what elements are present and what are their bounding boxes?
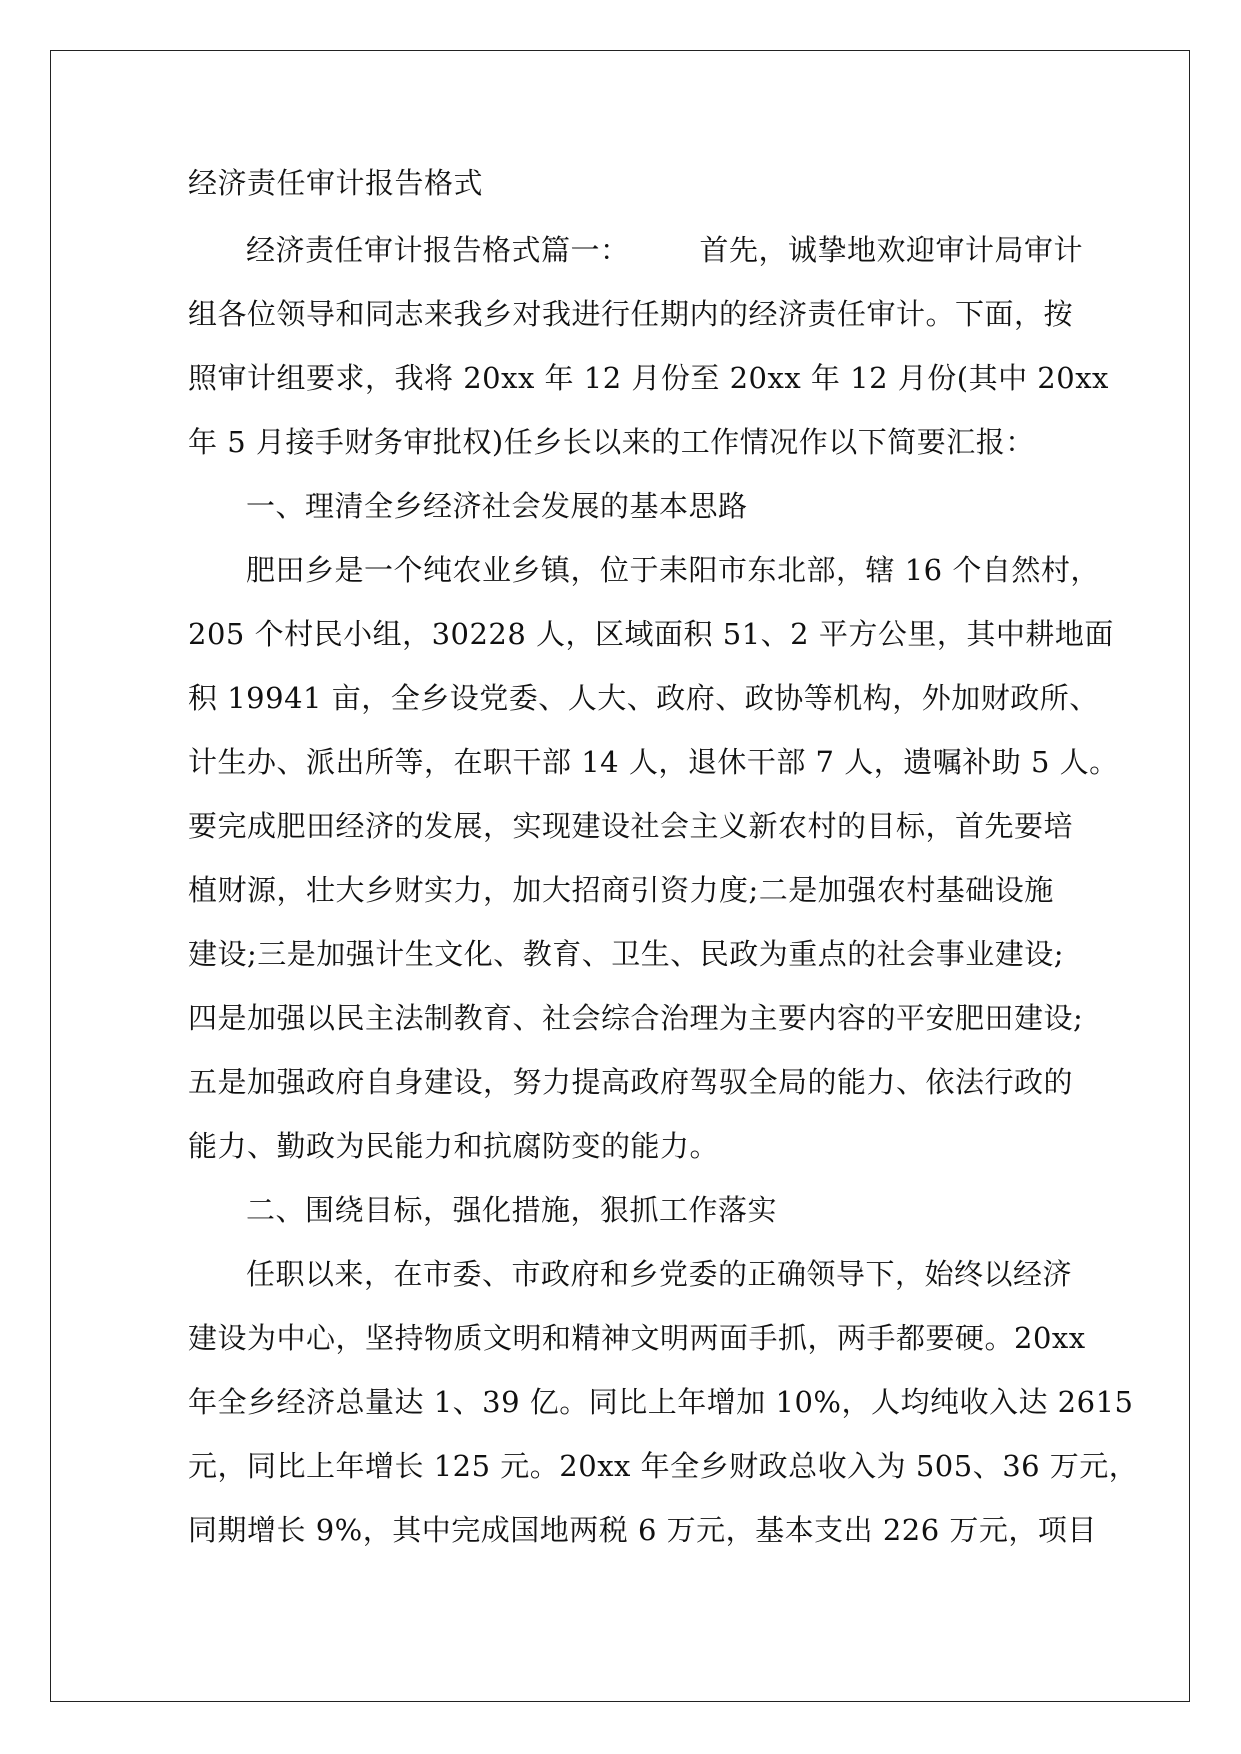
document-title: 经济责任审计报告格式 [188,166,484,200]
document-body [188,160,1139,1562]
paragraph-line: 四是加强以民主法制教育、社会综合治理为主要内容的平安肥田建设; [188,1001,1084,1035]
paragraph-line: 建设为中心，坚持物质文明和精神文明两面手抓，两手都要硬。20xx [188,1321,1086,1355]
paragraph-line: 年 5 月接手财务审批权)任乡长以来的工作情况作以下简要汇报： [188,425,1035,459]
section-heading: 一、理清全乡经济社会发展的基本思路 [246,489,748,523]
paragraph-line: 205 个村民小组，30228 人，区域面积 51、2 平方公里，其中耕地面 [188,617,1114,651]
paragraph-line: 计生办、派出所等，在职干部 14 人，退休干部 7 人，遗嘱补助 5 人。 [188,745,1119,779]
paragraph-line: 肥田乡是一个纯农业乡镇，位于耒阳市东北部，辖 16 个自然村， [246,553,1100,587]
paragraph-line: 五是加强政府自身建设，努力提高政府驾驭全局的能力、依法行政的 [188,1065,1074,1099]
paragraph-line: 要完成肥田经济的发展，实现建设社会主义新农村的目标，首先要培 [188,809,1074,843]
paragraph-line: 植财源，壮大乡财实力，加大招商引资力度;二是加强农村基础设施 [188,873,1054,907]
paragraph-line: 建设;三是加强计生文化、教育、卫生、民政为重点的社会事业建设; [188,937,1065,971]
paragraph-line: 元，同比上年增长 125 元。20xx 年全乡财政总收入为 505、36 万元， [188,1449,1139,1483]
paragraph-line: 年全乡经济总量达 1、39 亿。同比上年增加 10%，人均纯收入达 2615 [188,1385,1134,1419]
paragraph-text: 首先，诚挚地欢迎审计局审计 [699,233,1084,267]
paragraph-line [188,218,1084,282]
paragraph-line: 积 19941 亩，全乡设党委、人大、政府、政协等机构，外加财政所、 [188,681,1099,715]
section-heading: 经济责任审计报告格式篇一： [246,233,630,267]
paragraph-line: 组各位领导和同志来我乡对我进行任期内的经济责任审计。下面，按 [188,297,1074,331]
paragraph-line: 同期增长 9%，其中完成国地两税 6 万元，基本支出 226 万元，项目 [188,1513,1097,1547]
paragraph-line: 任职以来，在市委、市政府和乡党委的正确领导下，始终以经济 [246,1257,1073,1291]
paragraph-line: 能力、勤政为民能力和抗腐防变的能力。 [188,1129,720,1163]
section-heading: 二、围绕目标，强化措施，狠抓工作落实 [246,1193,778,1227]
paragraph-line: 照审计组要求，我将 20xx 年 12 月份至 20xx 年 12 月份(其中 20xx [188,361,1109,395]
